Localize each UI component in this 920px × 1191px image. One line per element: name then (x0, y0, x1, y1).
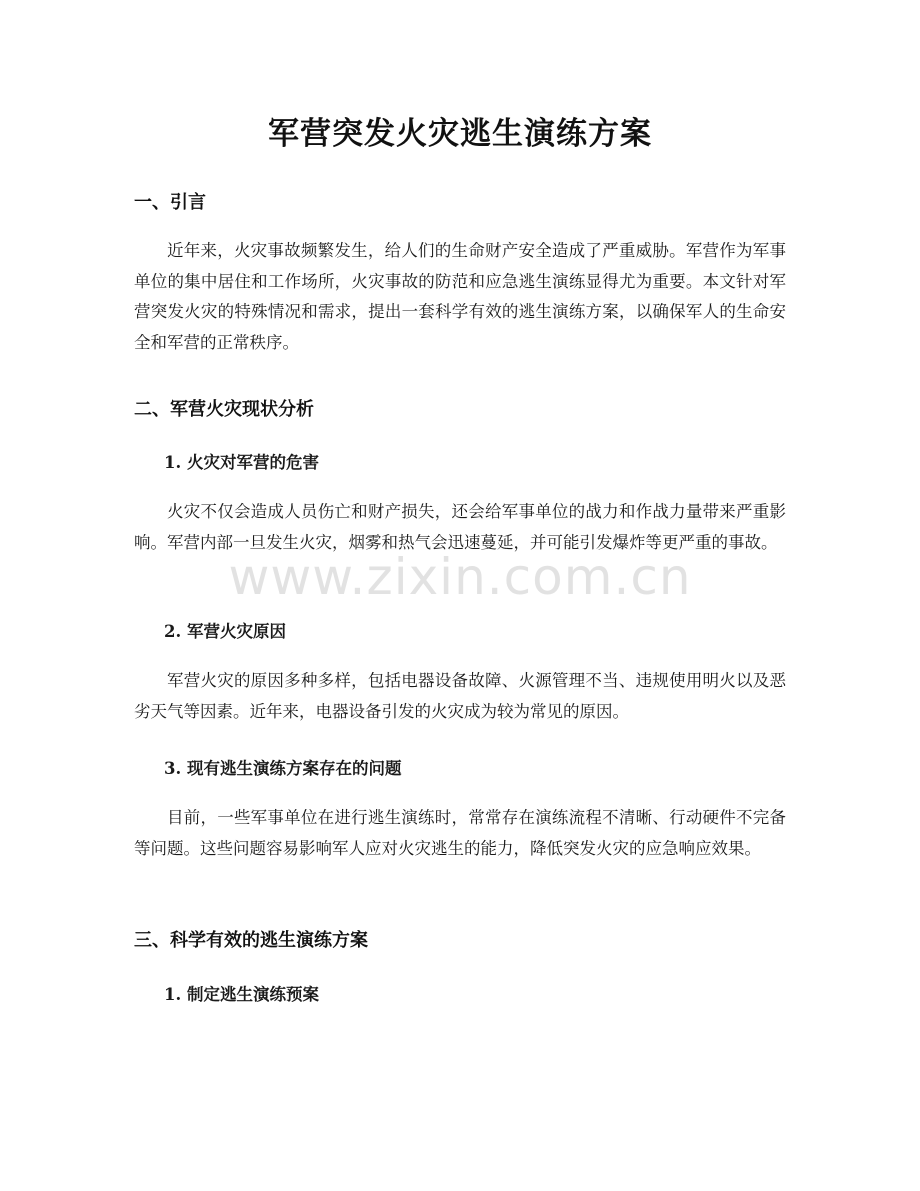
subsection-paragraph-problems: 目前，一些军事单位在进行逃生演练时，常常存在演练流程不清晰、行动硬件不完备等问题。这些问题容易影响军人应对火灾逃生的能力，降低突发火灾的应急响应效果。 (134, 808, 786, 858)
subsection-paragraph-harm: 火灾不仅会造成人员伤亡和财产损失，还会给军事单位的战力和作战力量带来严重影响。军营内部一旦发生火灾，烟雾和热气会迅速蔓延，并可能引发爆炸等更严重的事故。 (134, 502, 786, 552)
section-heading-analysis: 二、军营火灾现状分析 (134, 399, 314, 420)
page-title: 军营突发火灾逃生演练方案 (268, 116, 652, 152)
watermark: www.zixin.com.cn (228, 548, 692, 606)
section-heading-intro: 一、引言 (134, 192, 206, 213)
subsection-paragraph-causes: 军营火灾的原因多种多样，包括电器设备故障、火源管理不当、违规使用明火以及恶劣天气等因素。近年来，电器设备引发的火灾成为较为常见的原因。 (134, 671, 786, 721)
subsection-heading-causes: 2. 军营火灾原因 (164, 622, 286, 641)
section-paragraph-intro: 近年来，火灾事故频繁发生，给人们的生命财产安全造成了严重威胁。军营作为军事单位的集中居住和工作场所，火灾事故的防范和应急逃生演练显得尤为重要。本文针对军营突发火灾的特殊情况和需求，提出一套科学有效的逃生演练方案，以确保军人的生命安全和军营的正常秩序。 (134, 241, 786, 352)
subsection-heading-harm: 1. 火灾对军营的危害 (164, 453, 319, 472)
subsection-heading-preplan: 1. 制定逃生演练预案 (164, 985, 319, 1004)
section-heading-plan: 三、科学有效的逃生演练方案 (134, 930, 368, 951)
subsection-heading-problems: 3. 现有逃生演练方案存在的问题 (164, 759, 402, 778)
